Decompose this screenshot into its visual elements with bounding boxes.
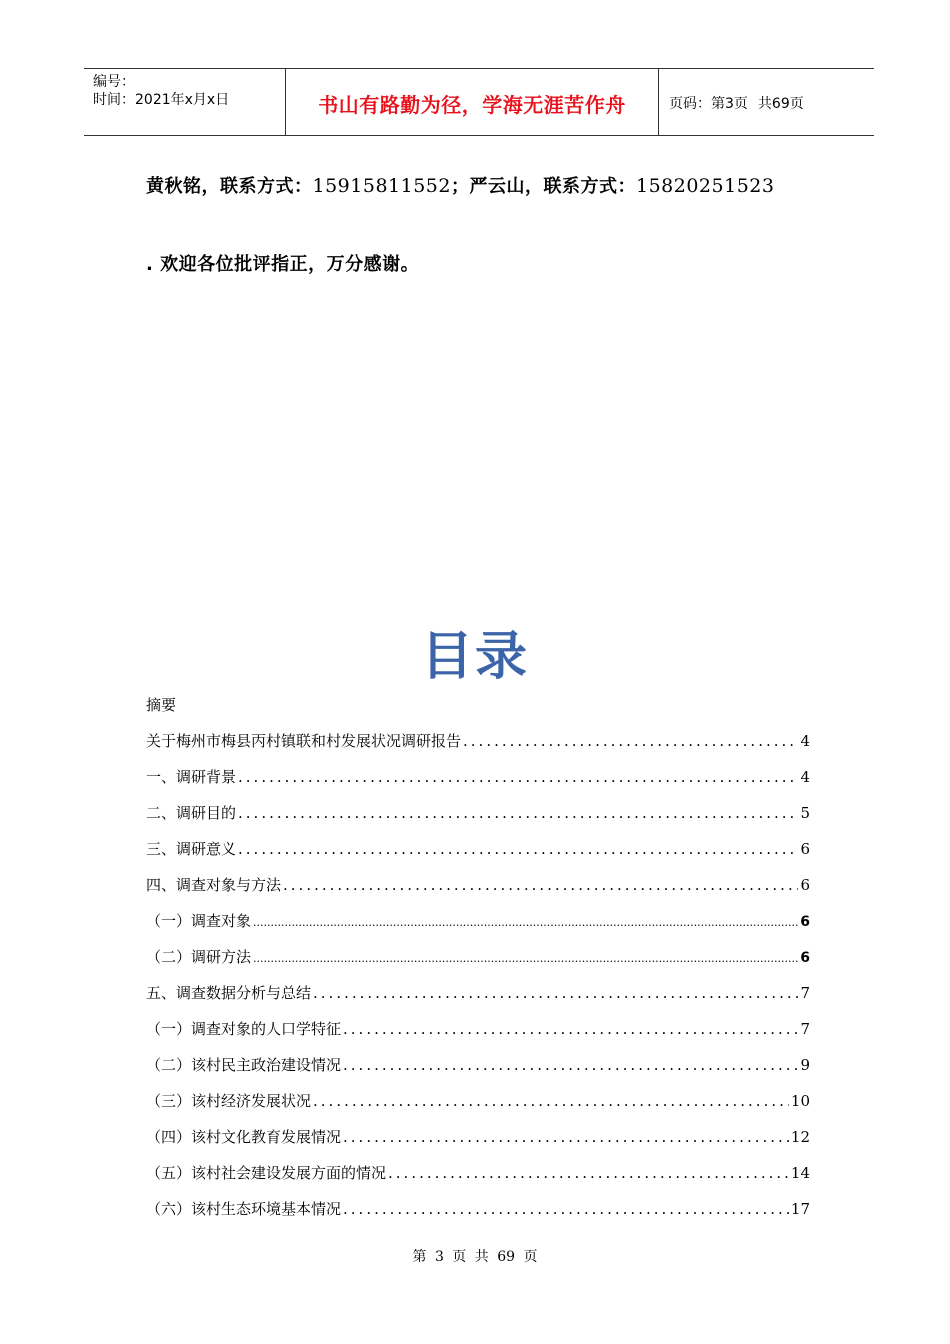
toc-entry-page: 12	[790, 1128, 810, 1146]
toc-entry[interactable]	[146, 1126, 810, 1162]
toc-entry-page: 6	[800, 876, 810, 894]
toc-entry[interactable]	[146, 982, 810, 1018]
contact-name-2: 严云山，联系方式：	[469, 176, 636, 197]
toc-entry[interactable]	[146, 730, 810, 766]
toc-leader	[238, 804, 798, 822]
toc-entry-label: （六）该村生态环境基本情况	[146, 1200, 342, 1218]
toc-entry[interactable]	[146, 910, 810, 946]
toc-abstract-link[interactable]: 摘要	[146, 696, 177, 714]
toc-entry-page: 10	[790, 1092, 810, 1110]
toc-leader	[238, 840, 798, 858]
toc-entry-label: （二）调研方法	[146, 948, 252, 966]
toc-entry[interactable]	[146, 1090, 810, 1126]
toc-entry-page: 14	[790, 1164, 810, 1182]
toc-leader	[283, 876, 798, 894]
toc-entry[interactable]	[146, 1198, 810, 1234]
toc-entry-page: 6	[800, 950, 810, 966]
toc-entry-page: 9	[800, 1056, 810, 1074]
contact-separator: ；	[450, 176, 470, 197]
toc-entry-label: （二）该村民主政治建设情况	[146, 1056, 342, 1074]
toc-entry-label: 五、调查数据分析与总结	[146, 984, 312, 1002]
toc-leader	[313, 1092, 789, 1110]
toc-entry-page: 4	[800, 732, 810, 750]
page-footer: 第 3 页 共 69 页	[412, 1249, 538, 1265]
toc-leader	[343, 1020, 798, 1038]
toc-entry[interactable]	[146, 874, 810, 910]
contact-name-1: 黄秋铭，联系方式：	[146, 176, 313, 197]
header-total-pages: 共69页	[757, 96, 804, 112]
toc-entry-page: 7	[800, 984, 810, 1002]
toc-entry[interactable]	[146, 766, 810, 802]
toc-leader	[253, 916, 798, 929]
contact-phone-2: 15820251523	[635, 175, 775, 197]
toc-entry-label: （一）调查对象	[146, 912, 252, 930]
toc-leader	[388, 1164, 789, 1182]
header-page-number: 页码：第3页	[669, 96, 748, 112]
toc-entry-label: 一、调研背景	[146, 768, 237, 786]
contact-line	[146, 172, 774, 198]
document-number: 编号：	[93, 74, 135, 90]
toc-entry[interactable]	[146, 802, 810, 838]
toc-entry-page: 17	[790, 1200, 810, 1218]
toc-leader	[343, 1200, 789, 1218]
toc-title: 目录	[420, 627, 529, 687]
toc-entry[interactable]	[146, 838, 810, 874]
toc-entry[interactable]	[146, 1018, 810, 1054]
document-date: 时间：2021年x月x日	[93, 92, 230, 108]
header-page-info	[659, 69, 874, 135]
toc-entry-label: 三、调研意义	[146, 840, 237, 858]
table-of-contents	[146, 730, 810, 1234]
toc-entry-label: （一）调查对象的人口学特征	[146, 1020, 342, 1038]
toc-entry[interactable]	[146, 1054, 810, 1090]
toc-entry-page: 6	[800, 914, 810, 930]
toc-entry-page: 6	[800, 840, 810, 858]
thanks-line: . 欢迎各位批评指正，万分感谢。	[146, 254, 420, 275]
toc-entry-page: 4	[800, 768, 810, 786]
header-meta	[84, 69, 286, 135]
toc-entry-label: 四、调查对象与方法	[146, 876, 282, 894]
page-header	[84, 68, 874, 136]
toc-entry-page: 5	[800, 804, 810, 822]
toc-entry[interactable]	[146, 1162, 810, 1198]
toc-leader	[343, 1056, 798, 1074]
toc-entry-label: （三）该村经济发展状况	[146, 1092, 312, 1110]
toc-leader	[313, 984, 798, 1002]
toc-entry-label: 二、调研目的	[146, 804, 237, 822]
toc-entry[interactable]	[146, 946, 810, 982]
toc-entry-label: 关于梅州市梅县丙村镇联和村发展状况调研报告	[146, 732, 462, 750]
header-motto: 书山有路勤为径，学海无涯苦作舟	[286, 69, 659, 135]
toc-entry-label: （五）该村社会建设发展方面的情况	[146, 1164, 387, 1182]
toc-leader	[343, 1128, 789, 1146]
toc-leader	[238, 768, 798, 786]
toc-entry-label: （四）该村文化教育发展情况	[146, 1128, 342, 1146]
toc-leader	[253, 952, 798, 965]
toc-leader	[463, 732, 798, 750]
contact-phone-1: 15915811552	[312, 175, 451, 197]
toc-entry-page: 7	[800, 1020, 810, 1038]
